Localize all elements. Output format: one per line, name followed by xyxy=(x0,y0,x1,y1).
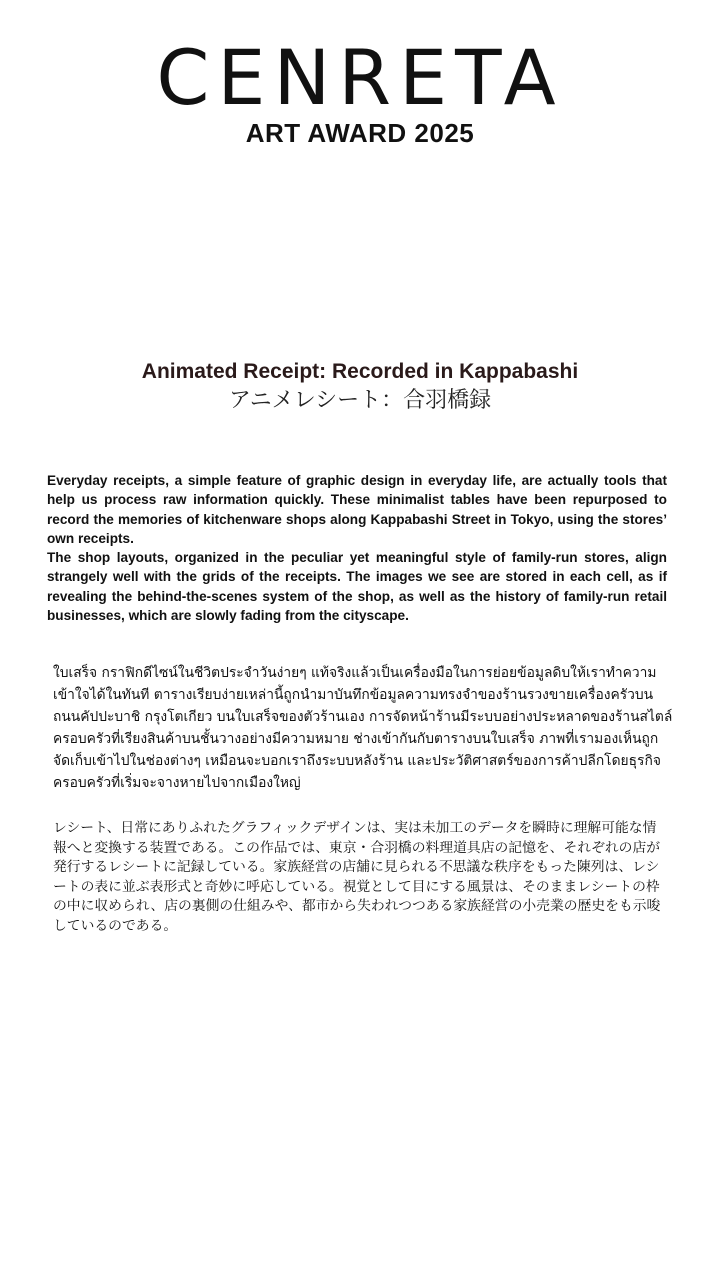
award-logo xyxy=(0,33,720,148)
description-thai: ใบเสร็จ กราฟิกดีไซน์ในชีวิตประจำวันง่ายๆ แท้จริงแล้วเป็นเครื่องมือในการย่อยข้อมูลดิบให้เราทำความเข้าใจได้ในทันที ตารางเรียบง่ายเหล่านี้ถูกนำมาบันทึกข้อมูลความทรงจำของร้านรวงขายเครื่องครัวบนถนนคัปปะบาชิ กรุงโตเกียว บนใบเสร็จของตัวร้านเอง การจัดหน้าร้านมีระบบอย่างประหลาดของร้านสไตล์ครอบครัวที่เรียงสินค้าบนชั้นวางอย่างมีความหมาย ช่างเข้ากันกับตารางบนใบเสร็จ ภาพที่เรามองเห็นถูกจัดเก็บเข้าไปในช่องต่างๆ เหมือนจะบอกเราถึงระบบหลังร้าน และประวัติศาสตร์ของการค้าปลีกโดยธุรกิจครอบครัวที่เริ่มจะจางหายไปจากเมืองใหญ่ xyxy=(53,665,673,791)
artwork-title-english: Animated Receipt: Recorded in Kappabashi xyxy=(141,360,579,383)
description-japanese: レシート、日常にありふれたグラフィックデザインは、実は未加工のデータを瞬時に理解可能な情報へと変換する装置である。この作品では、東京・合羽橋の料理道具店の記憶を、それぞれの店が発行するレシートに記録している。家族経営の店舗に見られる不思議な秩序をもった陳列は、レシートの表に並ぶ表形式と奇妙に呼応している。視覚として目にする風景は、そのままレシートの枠の中に収められ、店の裏側の仕組みや、都市から失われつつある家族経営の小売業の歴史をも示唆しているのである。 xyxy=(53,820,661,934)
description-english-paragraph-2: The shop layouts, organized in the peculiar yet meaningful style of family-run stores, align strangely well with the grids of the receipts. The images we see are stored in each cell, as if revealing the behind-the-scenes system of the shop, as well as the history of family-run retail businesses, which are slowly fading from the cityscape. xyxy=(47,550,667,623)
artwork-title-japanese: アニメレシート：合羽橋録 xyxy=(228,388,492,413)
award-subtitle: ART AWARD 2025 xyxy=(245,118,475,148)
artwork-title-block xyxy=(0,358,720,416)
description-english-paragraph-1: Everyday receipts, a simple feature of graphic design in everyday life, are actually tools that help us process raw information quickly. These minimalist tables have been repurposed to record the memories of kitchenware shops along Kappabashi Street in Tokyo, using the stores’ own receipts. xyxy=(47,473,667,546)
logo-wordmark: CENRETA xyxy=(156,33,564,122)
